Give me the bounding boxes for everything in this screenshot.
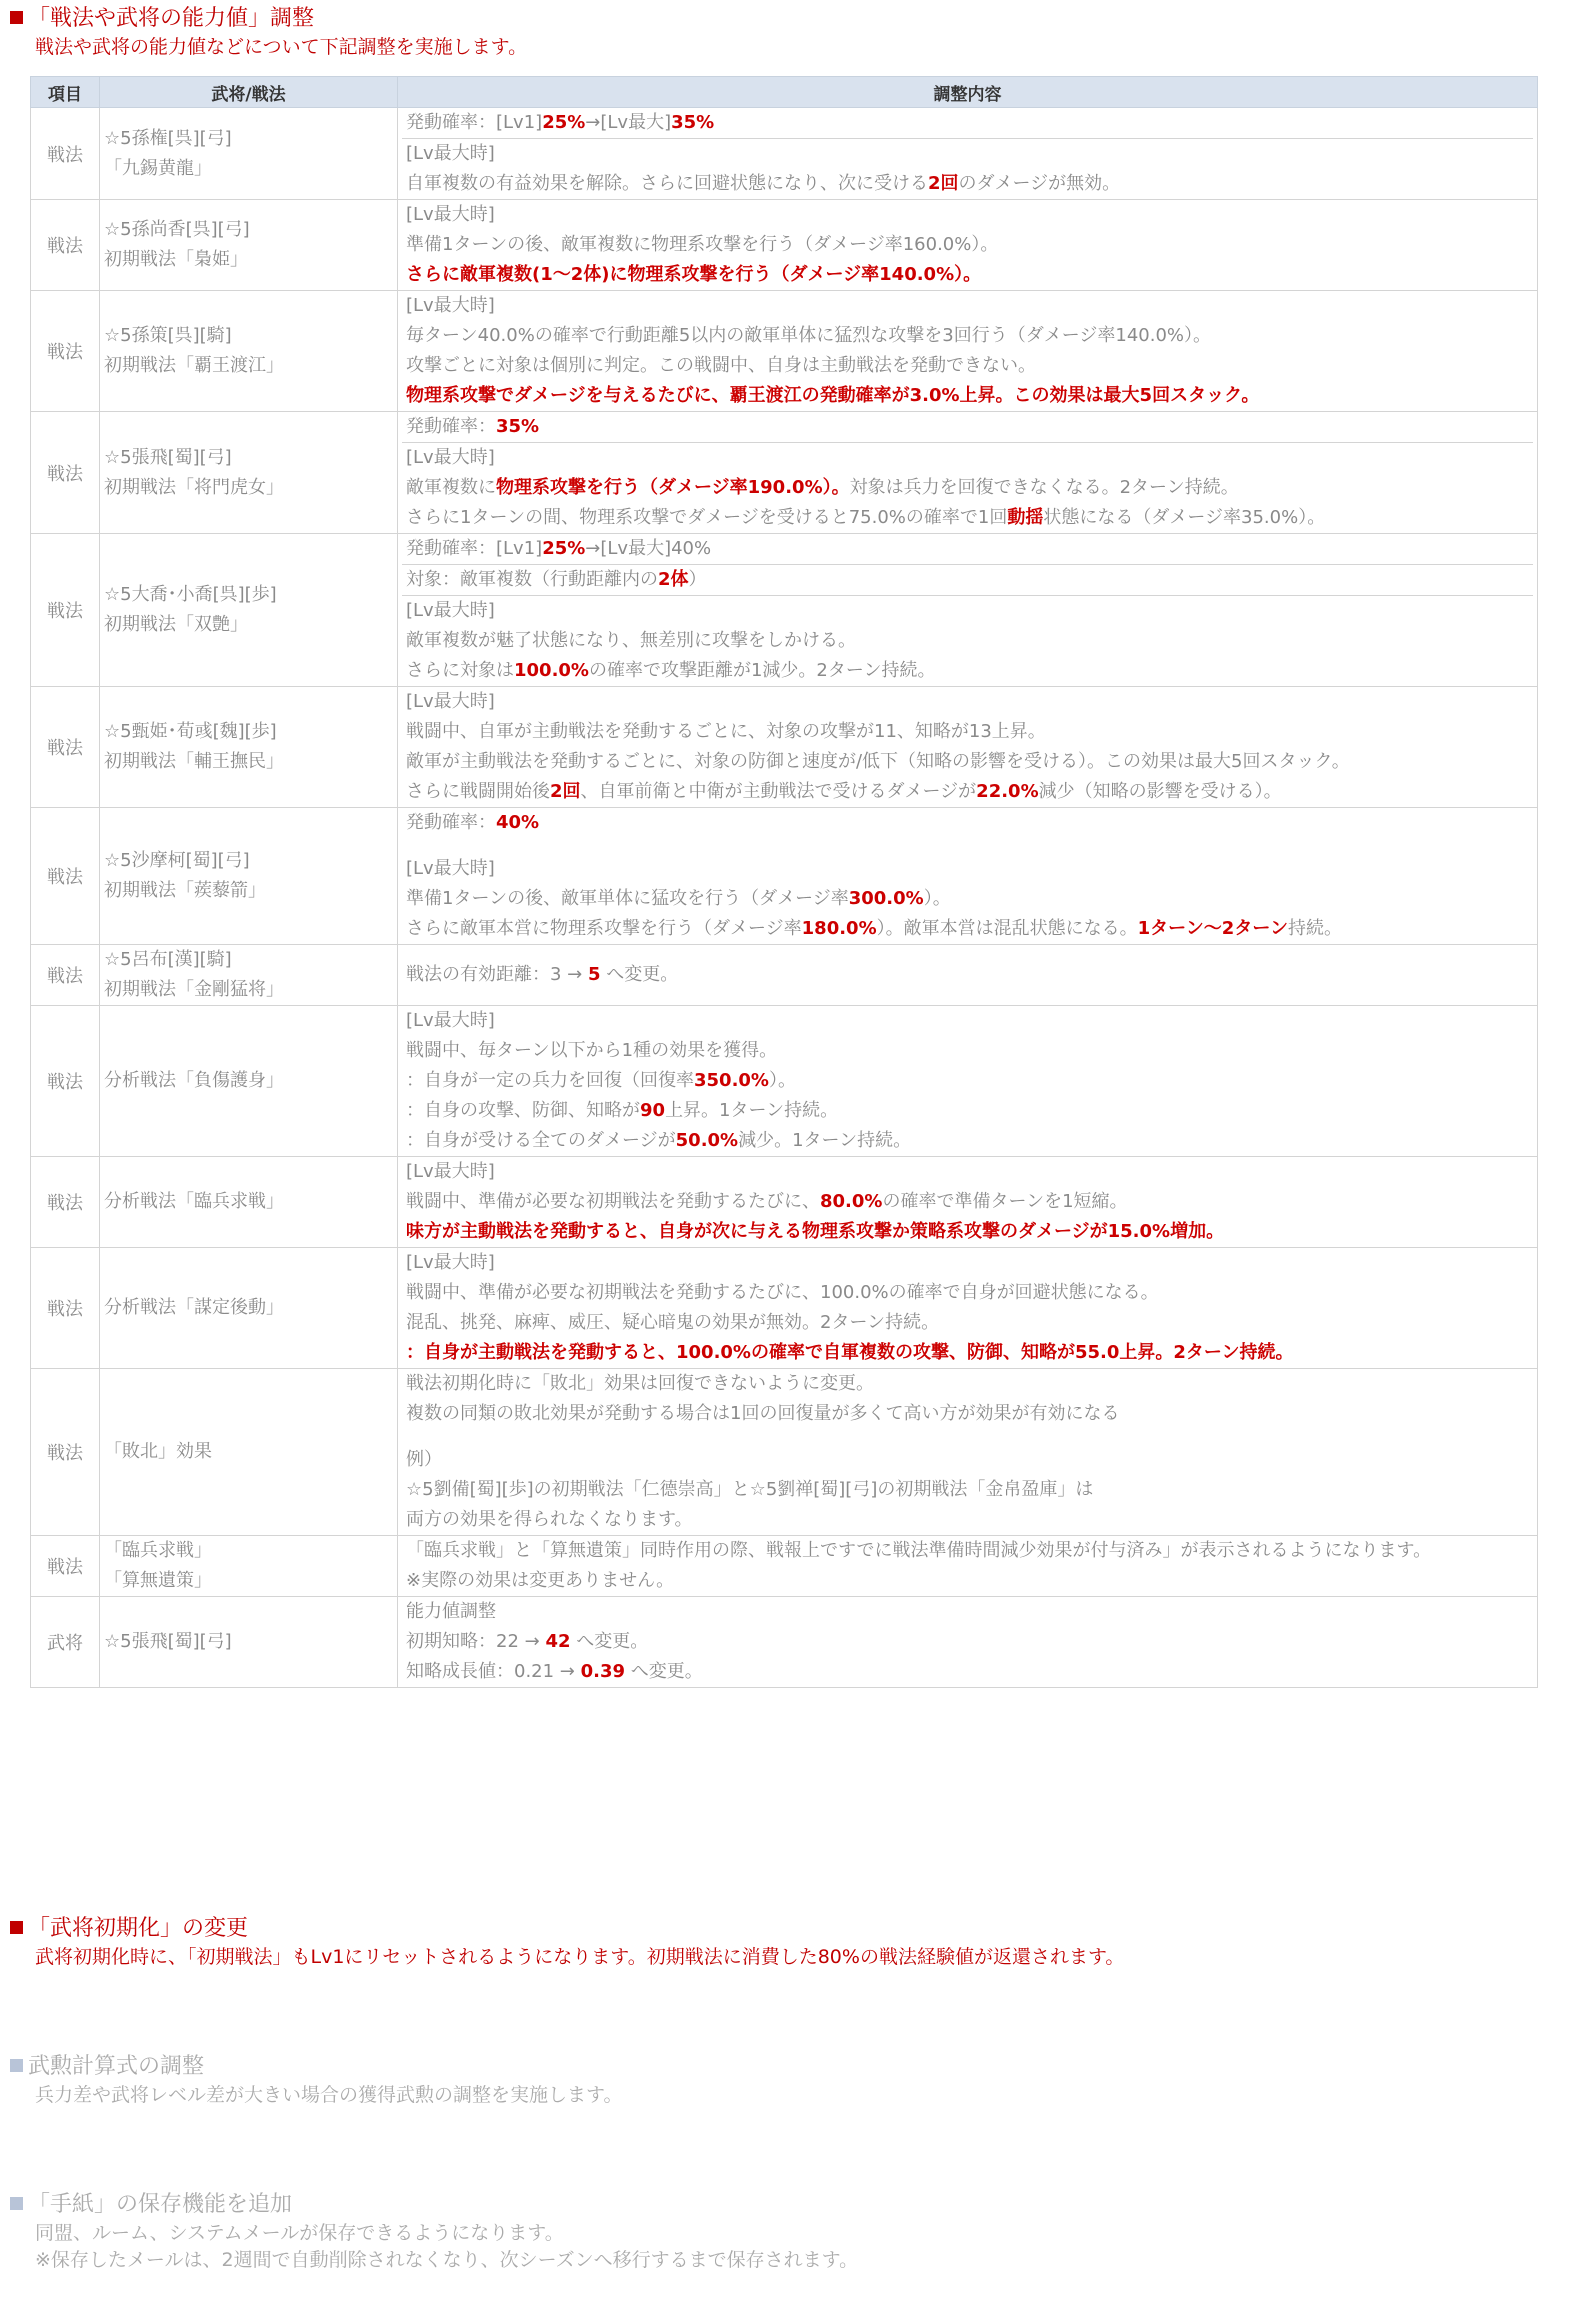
content-text: へ変更。 <box>600 964 679 985</box>
content-text: 準備1ターンの後、敵軍単体に猛攻を行う（ダメージ率 <box>406 888 849 909</box>
content-line <box>402 808 1533 838</box>
content-block <box>402 412 1533 443</box>
highlight-text: 2回 <box>928 173 959 194</box>
content-line <box>402 1445 1533 1475</box>
section-mail <box>10 2190 1559 2274</box>
content-text: 戦闘中、自軍が主動戦法を発動するごとに、対象の攻撃が11、知略が13上昇。 <box>406 721 1046 742</box>
content-text: ）。 <box>768 1070 796 1091</box>
section-title <box>10 1914 1559 1944</box>
section-reset-desc: 武将初期化時に、「初期戦法」もLv1にリセットされるようになります。初期戦法に消費した80%の戦法経験値が返還されます。 <box>35 1946 1125 1968</box>
content-line <box>402 1036 1533 1066</box>
row-content <box>398 291 1538 412</box>
section-formula <box>10 2052 1559 2109</box>
target-line: ☆5張飛[蜀][弓] <box>104 446 232 468</box>
content-block <box>402 1369 1533 1535</box>
content-line <box>402 412 1533 442</box>
highlight-text: 味方が主動戦法を発動すると、自身が次に与える物理系攻撃か策略系攻撃のダメージが15.0%増加。 <box>406 1221 1225 1242</box>
bullet-square-icon <box>10 2059 23 2072</box>
target-line: 分析戦法「謀定後動」 <box>104 1297 284 1318</box>
content-text: →[Lv最大] <box>585 112 672 133</box>
row-target <box>100 945 398 1006</box>
content-text: 発動確率：[Lv1] <box>406 112 543 133</box>
content-line <box>402 1475 1533 1505</box>
content-text: 両方の効果を得られなくなります。 <box>406 1509 693 1530</box>
highlight-text: 物理系攻撃を行う（ダメージ率190.0%）。 <box>496 477 850 498</box>
content-line <box>402 1187 1533 1217</box>
row-item-type: 戦法 <box>31 1369 100 1536</box>
row-target <box>100 200 398 291</box>
row-target <box>100 808 398 945</box>
row-content <box>398 1536 1538 1597</box>
target-line: ☆5大喬･小喬[呉][歩] <box>104 584 277 605</box>
row-item-type: 武将 <box>31 1597 100 1688</box>
content-block <box>402 960 1533 990</box>
content-line <box>402 1399 1533 1429</box>
content-text: の確率で準備ターンを1短縮。 <box>882 1191 1128 1212</box>
section-adjust-desc: 戦法や武将の能力値などについて下記調整を実施します。 <box>35 36 528 58</box>
content-text: 敵軍が主動戦法を発動するごとに、対象の防御と速度が/低下（知略の影響を受ける）。この効果は最大5回スタック。 <box>406 751 1350 772</box>
target-line: ☆5孫尚香[呉][弓] <box>104 219 250 240</box>
target-line: 「敗北」効果 <box>104 1441 212 1462</box>
table-row <box>31 1248 1538 1369</box>
content-text: 発動確率： <box>406 416 496 437</box>
row-target <box>100 1248 398 1369</box>
content-text: 戦闘中、毎ターン以下から1種の効果を獲得。 <box>406 1040 778 1061</box>
target-line: ☆5孫策[呉][騎] <box>104 325 232 346</box>
content-line <box>402 717 1533 747</box>
row-item-type: 戦法 <box>31 808 100 945</box>
row-item-type: 戦法 <box>31 1157 100 1248</box>
content-text: [Lv最大時] <box>406 691 495 712</box>
content-line <box>402 854 1533 884</box>
content-text: 戦法初期化時に「敗北」効果は回復できないように変更。 <box>406 1373 874 1394</box>
target-line: 分析戦法「負傷護身」 <box>104 1070 284 1091</box>
content-line <box>402 565 1533 595</box>
row-item-type: 戦法 <box>31 1248 100 1369</box>
content-block <box>402 1536 1533 1596</box>
content-line <box>402 1308 1533 1338</box>
table-row <box>31 1536 1538 1597</box>
section-reset <box>10 1914 1559 1971</box>
row-content <box>398 200 1538 291</box>
content-text: へ変更。 <box>570 1631 649 1652</box>
highlight-text: 90 <box>640 1100 666 1121</box>
row-content <box>398 687 1538 808</box>
header-target: 武将/戦法 <box>100 77 398 108</box>
content-block <box>402 565 1533 596</box>
content-line <box>402 351 1533 381</box>
content-line <box>402 626 1533 656</box>
content-line <box>402 291 1533 321</box>
content-line <box>402 1597 1533 1627</box>
content-text: [Lv最大時] <box>406 1252 495 1273</box>
content-text: 「臨兵求戦」と「算無遺策」同時作用の際、戦報上ですでに戦法準備時間減少効果が付与済み」が表示されるようになります。 <box>406 1540 1432 1561</box>
row-target <box>100 108 398 200</box>
content-line <box>402 1096 1533 1126</box>
content-text: さらに戦闘開始後 <box>406 781 550 802</box>
content-text: さらに1ターンの間、物理系攻撃でダメージを受けると75.0%の確率で1回 <box>406 507 1008 528</box>
target-line: 初期戦法「金剛猛将」 <box>104 979 284 1000</box>
table-body <box>31 108 1538 1688</box>
highlight-text: 35% <box>496 416 540 437</box>
content-line <box>402 1006 1533 1036</box>
content-text: [Lv最大時] <box>406 295 495 316</box>
content-line <box>402 1536 1533 1566</box>
row-item-type: 戦法 <box>31 687 100 808</box>
row-content <box>398 108 1538 200</box>
content-text: [Lv最大時] <box>406 204 495 225</box>
content-text: 例） <box>406 1449 442 1470</box>
content-block <box>402 596 1533 686</box>
content-line <box>402 1566 1533 1596</box>
content-line <box>402 777 1533 807</box>
bullet-square-icon <box>10 11 23 24</box>
content-text: 、自軍前衛と中衛が主動戦法で受けるダメージが <box>580 781 977 802</box>
bullet-square-icon <box>10 1921 23 1934</box>
section-adjust-title: 「戦法や武将の能力値」調整 <box>28 6 315 31</box>
target-line: 初期戦法「双艶」 <box>104 614 248 635</box>
highlight-text: 100.0% <box>514 660 589 681</box>
content-line <box>402 884 1533 914</box>
content-text: 上昇。1ターン持続。 <box>665 1100 839 1121</box>
content-block <box>402 534 1533 565</box>
content-line <box>402 1157 1533 1187</box>
target-line: ☆5孫権[呉][弓] <box>104 127 232 149</box>
content-line <box>402 321 1533 351</box>
content-block <box>402 1006 1533 1156</box>
content-text: 自軍複数の有益効果を解除。さらに回避状態になり、次に受ける <box>406 173 928 194</box>
highlight-text: 25% <box>542 538 586 559</box>
content-block <box>402 443 1533 533</box>
content-text: 敵軍複数に <box>406 477 496 498</box>
table-row <box>31 1157 1538 1248</box>
row-item-type: 戦法 <box>31 1006 100 1157</box>
section-title <box>10 2190 1559 2220</box>
section-title <box>10 2052 1559 2082</box>
section-adjust <box>10 4 1559 61</box>
content-text: 敵軍複数が魅了状態になり、無差別に攻撃をしかける。 <box>406 630 856 651</box>
row-content <box>398 1006 1538 1157</box>
content-line <box>402 747 1533 777</box>
content-text: 発動確率： <box>406 812 496 833</box>
content-text: 状態になる（ダメージ率35.0%）。 <box>1043 507 1326 528</box>
content-line <box>402 443 1533 473</box>
content-text: さらに敵軍本営に物理系攻撃を行う（ダメージ率 <box>406 918 802 939</box>
content-line <box>402 1338 1533 1368</box>
target-line: ☆5沙摩柯[蜀][弓] <box>104 850 250 871</box>
header-content: 調整内容 <box>398 77 1538 108</box>
content-text: 戦法の有効距離：3 → <box>406 964 588 985</box>
row-target <box>100 1006 398 1157</box>
content-block <box>402 808 1533 944</box>
row-target <box>100 1597 398 1688</box>
content-line <box>402 656 1533 686</box>
table-row <box>31 412 1538 534</box>
row-content <box>398 1369 1538 1536</box>
content-text: 能力値調整 <box>406 1601 496 1622</box>
content-text: ：自身の攻撃、防御、知略が <box>406 1100 640 1121</box>
row-target <box>100 291 398 412</box>
row-item-type: 戦法 <box>31 200 100 291</box>
highlight-text: 2回 <box>550 781 581 802</box>
row-target <box>100 1536 398 1597</box>
highlight-text: 25% <box>542 112 586 133</box>
content-block <box>402 200 1533 290</box>
content-line <box>402 381 1533 411</box>
content-line <box>402 503 1533 533</box>
row-target <box>100 534 398 687</box>
target-line: 初期戦法「輔王撫民」 <box>104 751 284 772</box>
row-content <box>398 1248 1538 1369</box>
highlight-text: 動揺 <box>1007 507 1044 528</box>
content-text: 準備1ターンの後、敵軍複数に物理系攻撃を行う（ダメージ率160.0%）。 <box>406 234 999 255</box>
content-line <box>402 1657 1533 1687</box>
content-text: の確率で攻撃距離が1減少。2ターン持続。 <box>588 660 936 681</box>
content-line <box>402 473 1533 503</box>
row-content <box>398 945 1538 1006</box>
target-line: 「算無遺策」 <box>104 1570 212 1591</box>
row-target <box>100 1157 398 1248</box>
row-target <box>100 1369 398 1536</box>
content-block <box>402 1157 1533 1247</box>
content-line <box>402 1126 1533 1156</box>
highlight-text: 35% <box>671 112 715 133</box>
content-line <box>402 200 1533 230</box>
content-text: [Lv最大時] <box>406 858 495 879</box>
content-text: 知略成長値：0.21 → <box>406 1661 581 1682</box>
target-line: 初期戦法「将門虎女」 <box>104 476 284 498</box>
content-line <box>402 960 1533 990</box>
content-line <box>402 169 1533 199</box>
content-text: →[Lv最大]40% <box>585 538 712 559</box>
content-text: [Lv最大時] <box>406 1010 495 1031</box>
content-block <box>402 291 1533 411</box>
content-line <box>402 1248 1533 1278</box>
target-line: ☆5呂布[漢][騎] <box>104 949 232 970</box>
row-item-type: 戦法 <box>31 108 100 200</box>
target-line: 初期戦法「覇王渡江」 <box>104 355 284 376</box>
spacer <box>402 1429 1533 1445</box>
section-formula-desc: 兵力差や武将レベル差が大きい場合の獲得武勲の調整を実施します。 <box>35 2084 623 2106</box>
row-item-type: 戦法 <box>31 412 100 534</box>
content-block <box>402 687 1533 807</box>
highlight-text: 40% <box>496 812 540 833</box>
content-line <box>402 1278 1533 1308</box>
content-line <box>402 1505 1533 1535</box>
content-text: [Lv最大時] <box>406 1161 495 1182</box>
content-text: ：自身が受ける全てのダメージが <box>406 1130 676 1151</box>
row-target <box>100 412 398 534</box>
content-text: 初期知略：22 → <box>406 1631 546 1652</box>
content-line <box>402 260 1533 290</box>
content-text: ※実際の効果は変更ありません。 <box>406 1570 675 1591</box>
highlight-text: 42 <box>545 1631 571 1652</box>
table-row <box>31 945 1538 1006</box>
content-text: 戦闘中、準備が必要な初期戦法を発動するたびに、 <box>406 1191 820 1212</box>
content-line <box>402 687 1533 717</box>
content-block <box>402 1248 1533 1368</box>
highlight-text: 350.0% <box>694 1070 769 1091</box>
content-line <box>402 534 1533 564</box>
content-block <box>402 1597 1533 1687</box>
highlight-text: 0.39 <box>580 1661 626 1682</box>
highlight-text: 2体 <box>658 569 689 590</box>
content-text: ☆5劉備[蜀][歩]の初期戦法「仁德崇高」と☆5劉禅[蜀][弓]の初期戦法「金帛盈庫」は <box>406 1479 1094 1500</box>
content-text: へ変更。 <box>625 1661 703 1682</box>
content-line <box>402 230 1533 260</box>
target-line: ☆5張飛[蜀][弓] <box>104 1631 232 1652</box>
target-line: 分析戦法「臨兵求戦」 <box>104 1191 284 1212</box>
row-content <box>398 412 1538 534</box>
content-block <box>402 139 1533 199</box>
highlight-text: 22.0% <box>976 781 1039 802</box>
highlight-text: 180.0% <box>801 918 877 939</box>
table-row <box>31 1369 1538 1536</box>
content-line <box>402 1066 1533 1096</box>
content-line <box>402 596 1533 626</box>
row-content <box>398 808 1538 945</box>
content-line <box>402 1627 1533 1657</box>
content-text: 対象：敵軍複数（行動距離内の <box>406 569 658 590</box>
content-line <box>402 914 1533 944</box>
content-text: のダメージが無効。 <box>958 173 1121 194</box>
content-text: ）。 <box>923 888 951 909</box>
content-text: 混乱、挑発、麻痺、威圧、疑心暗鬼の効果が無効。2ターン持続。 <box>406 1312 940 1333</box>
table-row <box>31 291 1538 412</box>
table-row <box>31 108 1538 200</box>
highlight-text: 50.0% <box>675 1130 739 1151</box>
highlight-text: 80.0% <box>820 1191 883 1212</box>
row-item-type: 戦法 <box>31 945 100 1006</box>
target-line: 「九錫黄龍」 <box>104 157 212 179</box>
row-item-type: 戦法 <box>31 534 100 687</box>
content-line <box>402 139 1533 169</box>
table-row <box>31 1006 1538 1157</box>
content-text: 毎ターン40.0%の確率で行動距離5以内の敵軍単体に猛烈な攻撃を3回行う（ダメージ率140.0%）。 <box>406 325 1211 346</box>
row-content <box>398 1597 1538 1688</box>
table-row <box>31 200 1538 291</box>
adjustment-table <box>30 76 1538 1688</box>
table-header-row <box>31 77 1538 108</box>
content-text: 減少。1ターン持続。 <box>738 1130 912 1151</box>
content-text: 攻撃ごとに対象は個別に判定。この戦闘中、自身は主動戦法を発動できない。 <box>406 355 1036 376</box>
target-line: 初期戦法「蒺藜箭」 <box>104 880 266 901</box>
highlight-text: 物理系攻撃でダメージを与えるたびに、覇王渡江の発動確率が3.0%上昇。この効果は最大5回スタック。 <box>406 385 1260 406</box>
spacer <box>402 838 1533 854</box>
content-text: [Lv最大時] <box>406 143 495 164</box>
highlight-text: さらに敵軍複数(1～2体)に物理系攻撃を行う（ダメージ率140.0%）。 <box>406 264 982 285</box>
section-mail-desc-1: 同盟、ルーム、システムメールが保存できるようになります。 <box>35 2222 564 2244</box>
table-row <box>31 534 1538 687</box>
bullet-square-icon <box>10 2197 23 2210</box>
target-line: 「臨兵求戦」 <box>104 1540 212 1561</box>
target-line: ☆5甄姫･荀彧[魏][歩] <box>104 721 277 742</box>
content-line <box>402 108 1533 138</box>
content-text: ） <box>688 569 707 590</box>
section-mail-desc-2: ※保存したメールは、2週間で自動削除されなくなり、次シーズンへ移行するまで保存されます。 <box>35 2249 859 2271</box>
content-text: [Lv最大時] <box>406 600 495 621</box>
section-formula-title: 武勲計算式の調整 <box>28 2054 205 2079</box>
content-text: 持続。 <box>1287 918 1342 939</box>
content-line <box>402 1217 1533 1247</box>
row-content <box>398 534 1538 687</box>
section-reset-title: 「武将初期化」の変更 <box>28 1916 249 1941</box>
content-text: 発動確率：[Lv1] <box>406 538 543 559</box>
row-target <box>100 687 398 808</box>
header-item: 項目 <box>31 77 100 108</box>
content-text: さらに対象は <box>406 660 514 681</box>
row-item-type: 戦法 <box>31 291 100 412</box>
content-text: 対象は兵力を回復できなくなる。2ターン持続。 <box>849 477 1239 498</box>
row-content <box>398 1157 1538 1248</box>
content-text: 戦闘中、準備が必要な初期戦法を発動するたびに、100.0%の確率で自身が回避状態になる。 <box>406 1282 1159 1303</box>
content-line <box>402 1369 1533 1399</box>
highlight-text: 1ターン～2ターン <box>1137 918 1288 939</box>
content-text: ：自身が一定の兵力を回復（回復率 <box>406 1070 694 1091</box>
target-line: 初期戦法「梟姫」 <box>104 249 248 270</box>
table-row <box>31 687 1538 808</box>
content-text: 複数の同類の敗北効果が発動する場合は1回の回復量が多くて高い方が効果が有効になる <box>406 1403 1120 1424</box>
highlight-text: 300.0% <box>848 888 924 909</box>
highlight-text: ：自身が主動戦法を発動すると、100.0%の確率で自軍複数の攻撃、防御、知略が55.0上昇。2ターン持続。 <box>406 1342 1294 1363</box>
table-row <box>31 1597 1538 1688</box>
content-text: [Lv最大時] <box>406 447 495 468</box>
row-item-type: 戦法 <box>31 1536 100 1597</box>
table-row <box>31 808 1538 945</box>
section-title <box>10 4 1559 34</box>
section-mail-title: 「手紙」の保存機能を追加 <box>28 2192 293 2217</box>
content-text: ）。敵軍本営は混乱状態になる。 <box>876 918 1138 939</box>
highlight-text: 5 <box>587 964 601 985</box>
content-text: 減少（知略の影響を受ける）。 <box>1038 781 1282 802</box>
content-block <box>402 108 1533 139</box>
